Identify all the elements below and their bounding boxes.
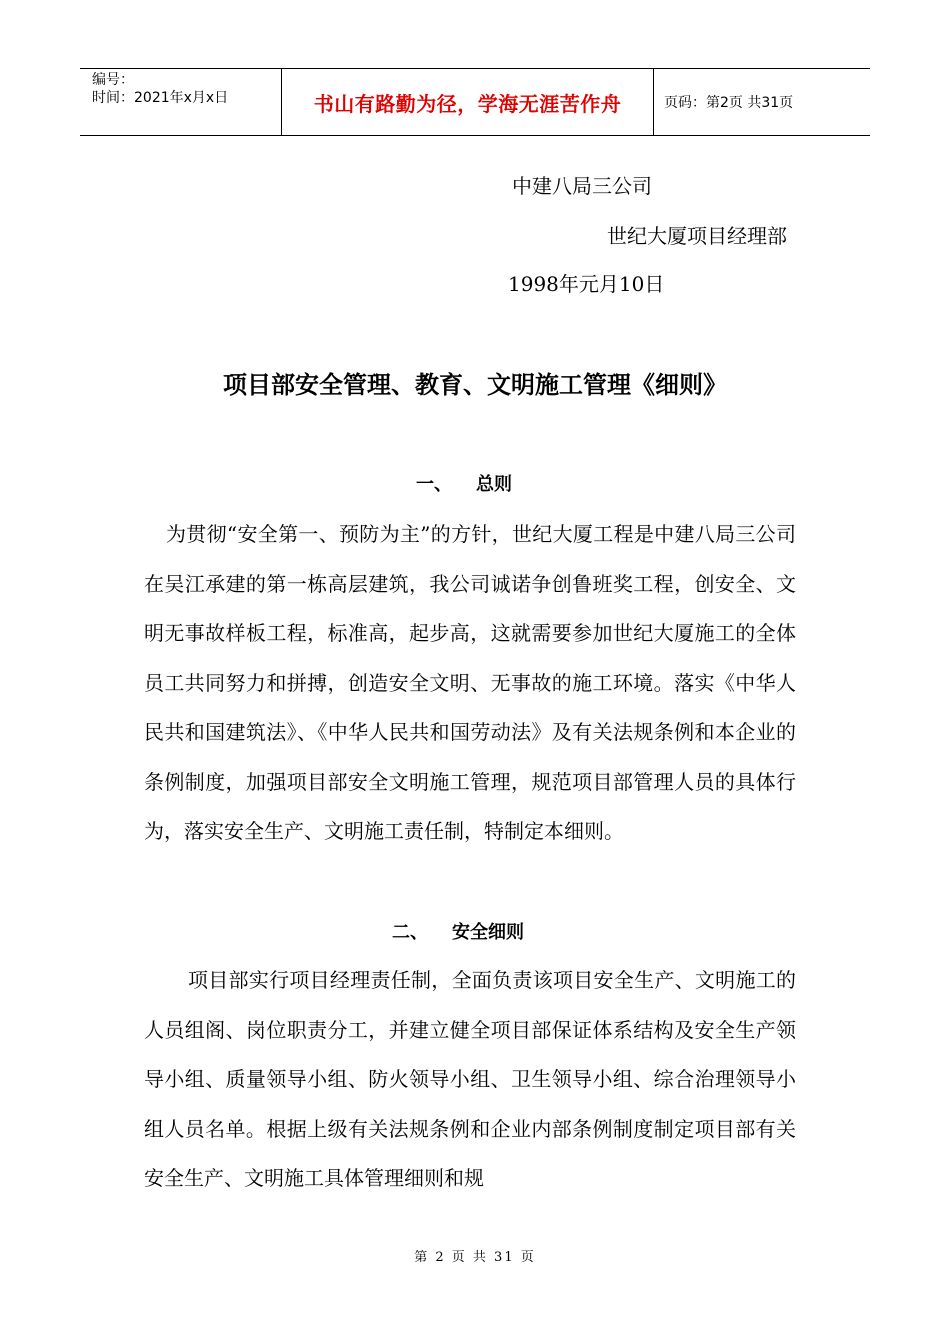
section-title: 安全细则 — [452, 922, 524, 943]
section-paragraph-1: 为贯彻“安全第一、预防为主”的方针，世纪大厦工程是中建八局三公司在吴江承建的第一栋高层建筑，我公司诚诺争创鲁班奖工程，创安全、文明无事故样板工程，标准高，起步高，这就需要参加世纪大厦施工的全体员工共同努力和拼搏，创造安全文明、无事故的施工环境。落实《中华人民共和国建筑法》、《中华人民共和国劳动法》及有关法规条例和本企业的条例制度，加强项目部安全文明施工管理，规范项目部管理人员的具体行为，落实安全生产、文明施工责任制，特制定本细则。 — [144, 522, 796, 843]
section-heading-2 — [392, 922, 524, 944]
section-title: 总则 — [476, 474, 512, 495]
header-page-cell — [654, 69, 870, 135]
signature-date: 1998年元月10日 — [508, 272, 665, 296]
section-number: 二、 — [392, 922, 428, 943]
section-heading-1 — [416, 474, 512, 496]
header-meta-cell — [80, 69, 282, 135]
page-header — [80, 68, 870, 136]
section-paragraph-2: 项目部实行项目经理责任制，全面负责该项目安全生产、文明施工的人员组阁、岗位职责分工，并建立健全项目部保证体系结构及安全生产领导小组、质量领导小组、防火领导小组、卫生领导小组、综合治理领导小组人员名单。根据上级有关法规条例和企业内部条例制度制定项目部有关安全生产、文明施工具体管理细则和规 — [144, 968, 796, 1190]
page-footer: 第 2 页 共 31 页 — [414, 1250, 536, 1265]
time-label: 时间：2021年x月x日 — [92, 90, 229, 106]
document-title: 项目部安全管理、教育、文明施工管理《细则》 — [223, 371, 727, 399]
signature-department: 世纪大厦项目经理部 — [607, 224, 787, 248]
number-label: 编号： — [92, 72, 134, 88]
section-number: 一、 — [416, 474, 452, 495]
signature-company: 中建八局三公司 — [512, 174, 652, 198]
header-motto-cell — [282, 69, 654, 135]
page-info: 页码：第2页 共31页 — [664, 95, 794, 111]
motto-text: 书山有路勤为径，学海无涯苦作舟 — [313, 91, 622, 116]
